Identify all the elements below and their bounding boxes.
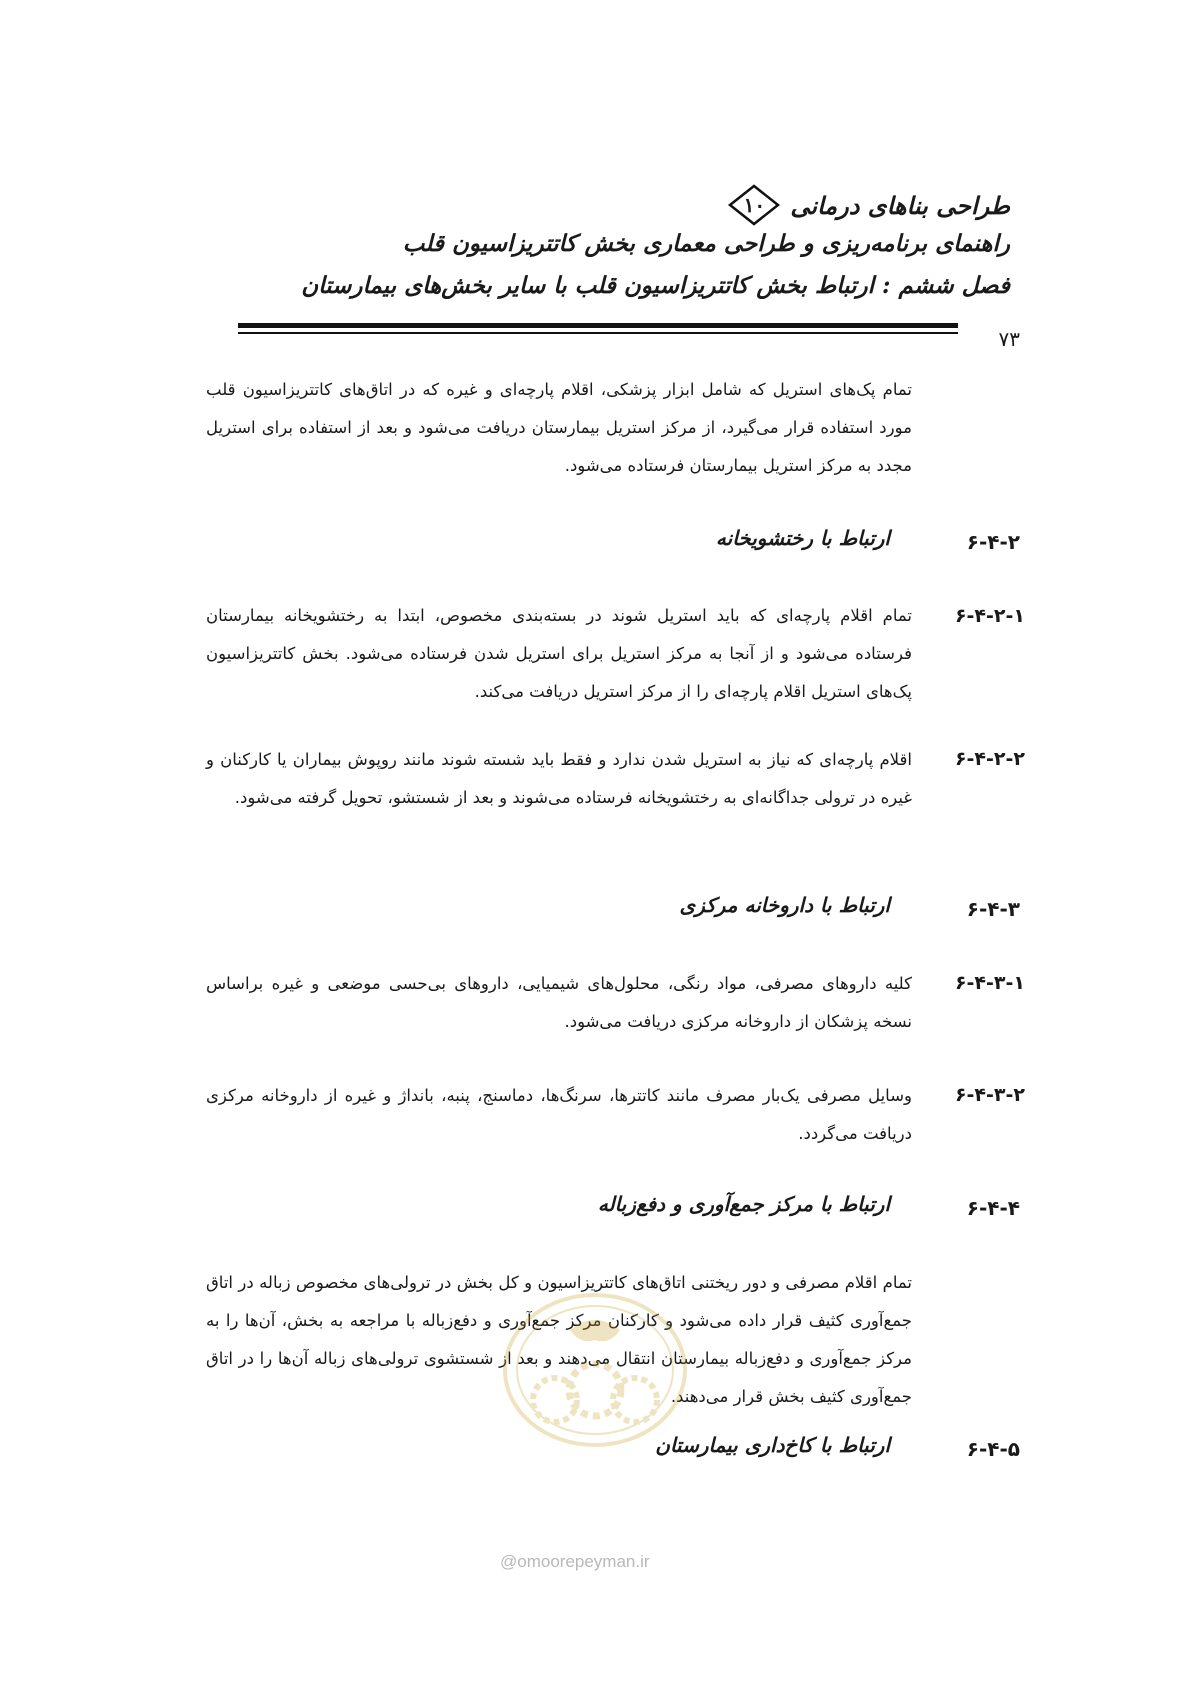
watermark-url: @omoorepeyman.ir (500, 1552, 650, 1571)
section-number: ۶-۴-۵ (966, 1437, 1020, 1461)
section-number: ۶-۴-۴ (966, 1196, 1020, 1220)
section-number: ۶-۴-۳ (966, 897, 1020, 921)
section-number: ۶-۴-۲ (966, 530, 1020, 554)
header-rule-thick (238, 323, 958, 328)
volume-number: ۱۰ (743, 193, 766, 217)
header-guide-title: راهنمای برنامه‌ریزی و طراحی معماری بخش کاتتریزاسیون قلب (402, 230, 1010, 257)
volume-badge (724, 183, 784, 227)
watermark-logo-icon (500, 1290, 690, 1450)
item-text: اقلام پارچه‌ای که نیاز به استریل شدن ندارد و فقط باید شسته شوند مانند روپوش بیماران یا کارکنان و غیره در ترولی جداگانه‌ای به رختشویخانه فرستاده می‌شوند و بعد از شستشو، تحویل گرفته می‌شود. (206, 750, 912, 807)
header-chapter-title: فصل ششم : ارتباط بخش کاتتریزاسیون قلب با سایر بخش‌های بیمارستان (301, 272, 1010, 299)
item-text: وسایل مصرفی یک‌بار مصرف مانند کاتترها، سرنگ‌ها، دماسنج، پنبه، بانداژ و غیره از داروخانه مرکزی دریافت می‌گردد. (206, 1086, 912, 1143)
item-number: ۶-۴-۲-۲ (954, 748, 1025, 770)
item-number: ۶-۴-۳-۱ (954, 972, 1025, 994)
header-book-title (724, 183, 1010, 227)
section-title: ارتباط با داروخانه مرکزی (679, 893, 890, 917)
section-paragraph: تمام اقلام مصرفی و دور ریختنی اتاق‌های کاتتریزاسیون و کل بخش در ترولی‌های مخصوص زباله در اتاق جمع‌آوری کثیف قرار داده می‌شود و کارکنان مرکز جمع‌آوری و دفع‌زباله با مراجعه به بخش، آن‌ها را به مرکز جمع‌آوری و دفع‌زباله بیمارستان انتقال می‌دهند و بعد از شستشوی ترولی‌های زباله آن‌ها را در اتاق جمع‌آوری کثیف بخش قرار می‌دهند. (206, 1273, 912, 1406)
header-rule-thin (238, 332, 958, 334)
header-line1: طراحی بناهای درمانی (790, 190, 1010, 220)
item-text: تمام اقلام پارچه‌ای که باید استریل شوند در بسته‌بندی مخصوص، ابتدا به رختشویخانه بیمارستان فرستاده می‌شود و از آنجا به مرکز استریل برای استریل شدن فرستاده می‌شود. بخش کاتتریزاسیون پک‌های استریل اقلام پارچه‌ای را از مرکز استریل دریافت می‌کند. (206, 606, 912, 701)
intro-paragraph: تمام پک‌های استریل که شامل ابزار پزشکی، اقلام پارچه‌ای و غیره که در اتاق‌های کاتتریزاسیون قلب مورد استفاده قرار می‌گیرد، از مرکز استریل بیمارستان دریافت می‌شود و بعد از استفاده برای استریل مجدد به مرکز استریل بیمارستان فرستاده می‌شود. (206, 380, 912, 475)
item-number: ۶-۴-۲-۱ (954, 605, 1025, 627)
section-title: ارتباط با رختشویخانه (715, 526, 890, 550)
section-title: ارتباط با کاخ‌داری بیمارستان (655, 1433, 890, 1457)
page-number: ۷۳ (998, 327, 1020, 351)
section-title: ارتباط با مرکز جمع‌آوری و دفع‌زباله (597, 1192, 890, 1216)
item-text: کلیه داروهای مصرفی، مواد رنگی، محلول‌های شیمیایی، داروهای بی‌حسی موضعی و غیره براساس نسخه پزشکان از داروخانه مرکزی دریافت می‌شود. (206, 974, 912, 1031)
item-number: ۶-۴-۳-۲ (954, 1084, 1025, 1106)
